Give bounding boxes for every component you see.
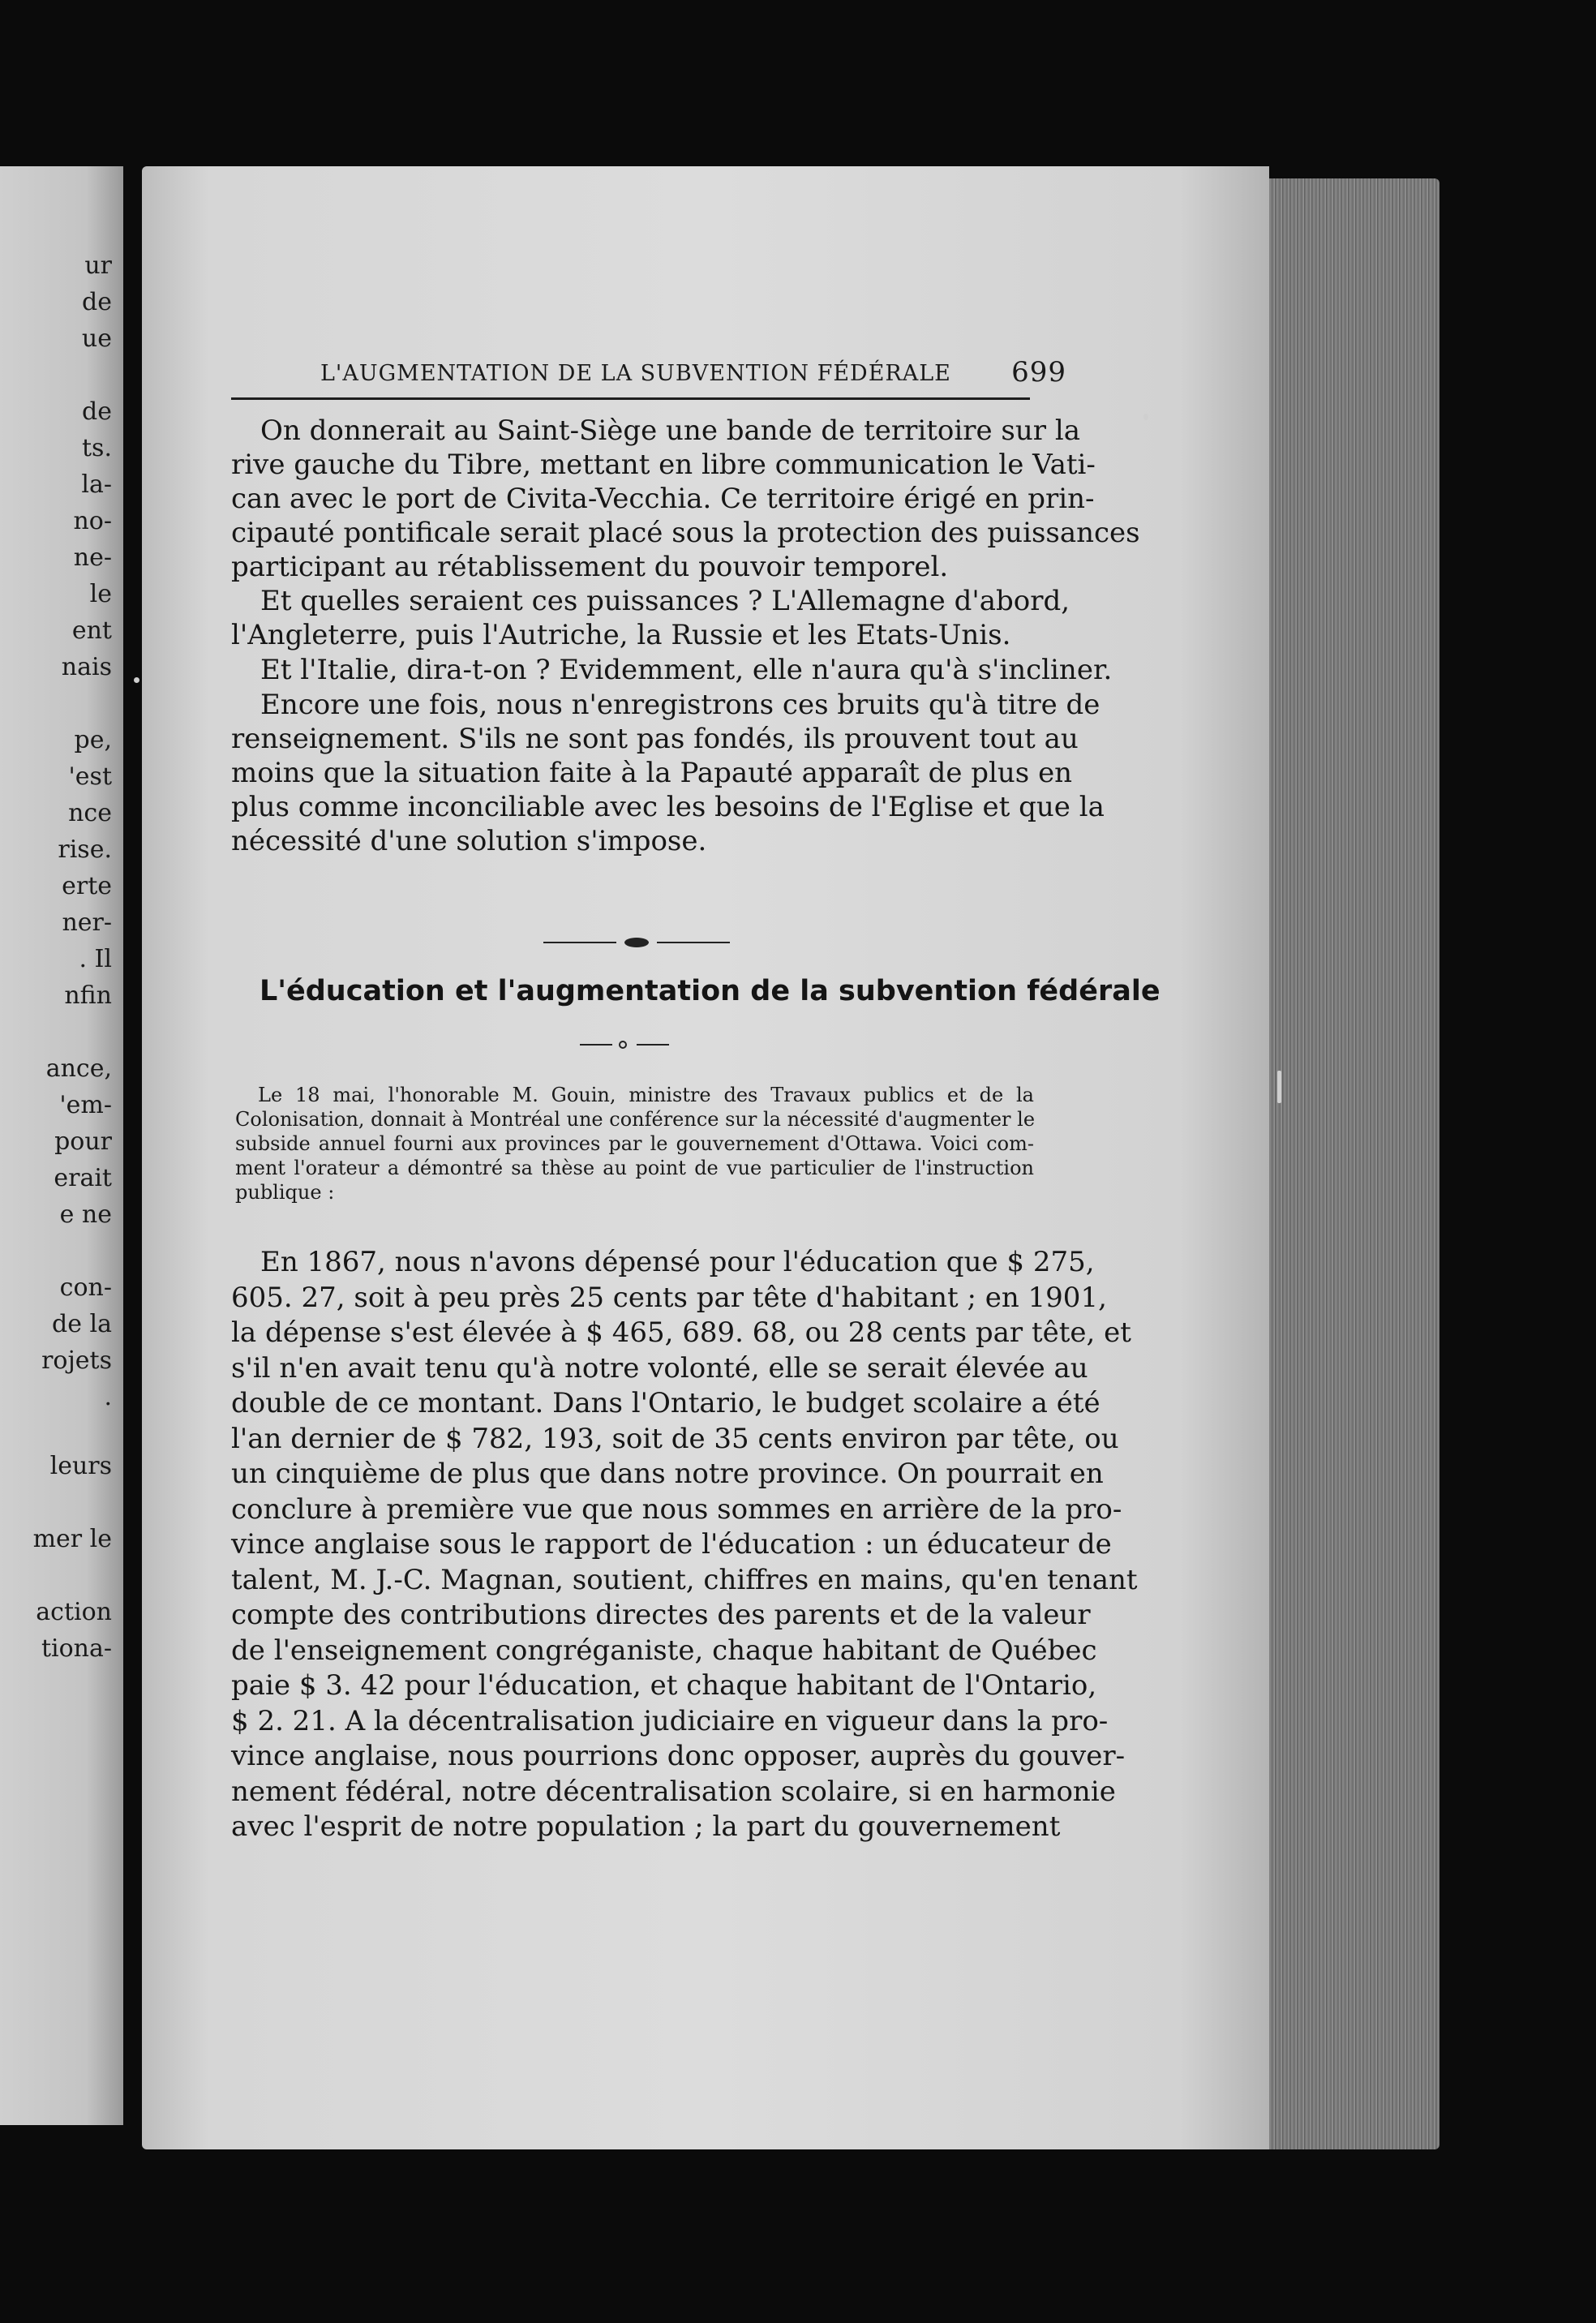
facing-page-text: ne- [73, 543, 112, 572]
facing-page-fragment [0, 166, 123, 2125]
paragraph [231, 653, 1113, 687]
intro-line: Le 18 mai, l'honorable M. Gouin, ministre des Travaux publics et de la [258, 1084, 1034, 1106]
text-line: moins que la situation faite à la Papauté apparaît de plus en [231, 757, 1073, 789]
facing-page-text: de [82, 288, 112, 316]
paragraph [231, 414, 1140, 584]
facing-page-text: no- [73, 507, 112, 535]
text-line: s'il n'en avait tenu qu'à notre volonté, elle se serait élevée au [231, 1351, 1088, 1385]
facing-page-text: de la [52, 1310, 112, 1338]
text-line: double de ce montant. Dans l'Ontario, le budget scolaire a été [231, 1387, 1100, 1419]
facing-page-text: pe, [74, 726, 112, 754]
page-edges [1253, 178, 1439, 2149]
text-line: $ 2. 21. A la décentralisation judiciaire en vigueur dans la pro- [231, 1704, 1109, 1737]
facing-page-text: tiona- [41, 1634, 112, 1663]
text-line: plus comme inconciliable avec les besoins de l'Eglise et que la [231, 791, 1105, 823]
section-divider-ornament [543, 937, 730, 948]
facing-page-text: mer le [32, 1525, 112, 1553]
facing-page-text: nais [61, 653, 112, 681]
intro-note [235, 1083, 1034, 1204]
facing-page-text: ur [84, 251, 112, 280]
facing-page-text: nce [68, 799, 112, 827]
facing-page-text: rise. [58, 835, 112, 864]
text-line: On donnerait au Saint-Siège une bande de territoire sur la [260, 414, 1080, 447]
text-line: can avec le port de Civita-Vecchia. Ce territoire érigé en prin- [231, 483, 1095, 515]
text-line: paie $ 3. 42 pour l'éducation, et chaque habitant de l'Ontario, [231, 1669, 1097, 1702]
facing-page-text: de [82, 397, 112, 426]
text-line: de l'enseignement congréganiste, chaque habitant de Québec [231, 1634, 1097, 1667]
text-line: talent, M. J.-C. Magnan, soutient, chiffres en mains, qu'en tenant [231, 1563, 1138, 1596]
facing-page-text: pour [54, 1127, 112, 1156]
text-line: compte des contributions directes des parents et de la valeur [231, 1599, 1091, 1631]
facing-page-text: leurs [49, 1452, 112, 1480]
facing-page-text: action [36, 1598, 112, 1626]
facing-page-text: con- [59, 1273, 112, 1302]
text-line: 605. 27, soit à peu près 25 cents par tête d'habitant ; en 1901, [231, 1281, 1107, 1314]
text-line: nécessité d'une solution s'impose. [231, 825, 707, 857]
text-line: l'Angleterre, puis l'Autriche, la Russie et les Etats-Unis. [231, 619, 1011, 651]
text-line: Encore une fois, nous n'enregistrons ces bruits qu'à titre de [260, 689, 1100, 721]
facing-page-text: 'est [68, 762, 112, 791]
text-line: la dépense s'est élevée à $ 465, 689. 68, ou 28 cents par tête, et [231, 1316, 1131, 1349]
intro-line: Colonisation, donnait à Montréal une conférence sur la nécessité d'augmenter le [235, 1108, 1036, 1131]
facing-page-text: 'em- [59, 1091, 112, 1119]
text-line: rive gauche du Tibre, mettant en libre communication le Vati- [231, 449, 1096, 481]
text-line: renseignement. S'ils ne sont pas fondés, ils prouvent tout au [231, 723, 1079, 755]
text-line: cipauté pontificale serait placé sous la protection des puissances [231, 517, 1140, 549]
facing-page-text: ance, [45, 1054, 112, 1083]
header-rule [231, 397, 1030, 400]
text-line: vince anglaise, nous pourrions donc opposer, auprès du gouver- [231, 1740, 1126, 1772]
dust-speck [1143, 414, 1148, 420]
intro-line: ment l'orateur a démontré sa thèse au point de vue particulier de l'instruction [235, 1157, 1034, 1179]
facing-page-text: la- [81, 470, 112, 499]
facing-page-text: ue [81, 324, 112, 353]
facing-page-text: erait [54, 1164, 112, 1192]
paragraph [231, 584, 1070, 652]
text-line: Et l'Italie, dira-t-on ? Evidemment, elle n'aura qu'à s'incliner. [260, 654, 1113, 686]
facing-page-text: ner- [62, 908, 112, 937]
running-head-title: L'AUGMENTATION DE LA SUBVENTION FÉDÉRALE [320, 361, 951, 386]
text-line: Et quelles seraient ces puissances ? L'Allemagne d'abord, [260, 585, 1070, 617]
dust-speck [1277, 1071, 1281, 1103]
text-line: nement fédéral, notre décentralisation scolaire, si en harmonie [231, 1775, 1116, 1808]
text-line: avec l'esprit de notre population ; la part du gouvernement [231, 1810, 1061, 1843]
facing-page-text: ts. [82, 434, 112, 462]
facing-page-text: . [104, 1383, 112, 1411]
facing-page-text: le [89, 580, 112, 608]
page-number: 699 [1011, 356, 1066, 389]
text-line: participant au rétablissement du pouvoir temporel. [231, 551, 949, 583]
speech-paragraph [231, 1245, 1138, 1845]
intro-line: subside annuel fourni aux provinces par le gouvernement d'Ottawa. Voici com- [235, 1132, 1034, 1155]
text-line: vince anglaise sous le rapport de l'éducation : un éducateur de [231, 1528, 1112, 1561]
facing-page-text: e ne [59, 1200, 112, 1229]
facing-page-text: . Il [79, 945, 112, 973]
section-title: L'éducation et l'augmentation de la subvention fédérale [260, 975, 1161, 1007]
text-line: conclure à première vue que nous sommes en arrière de la pro- [231, 1492, 1122, 1526]
intro-line: publique : [235, 1181, 335, 1204]
facing-page-text: nfin [64, 981, 112, 1010]
facing-page-text: erte [62, 872, 112, 900]
text-line: un cinquième de plus que dans notre province. On pourrait en [231, 1458, 1104, 1490]
title-ornament [580, 1041, 669, 1049]
facing-page-text: ent [71, 616, 112, 645]
facing-page-text: rojets [41, 1346, 112, 1375]
paragraph [231, 688, 1105, 858]
text-line: En 1867, nous n'avons dépensé pour l'éducation que $ 275, [260, 1246, 1095, 1278]
text-line: l'an dernier de $ 782, 193, soit de 35 cents environ par tête, ou [231, 1422, 1119, 1455]
dust-speck [134, 677, 139, 683]
